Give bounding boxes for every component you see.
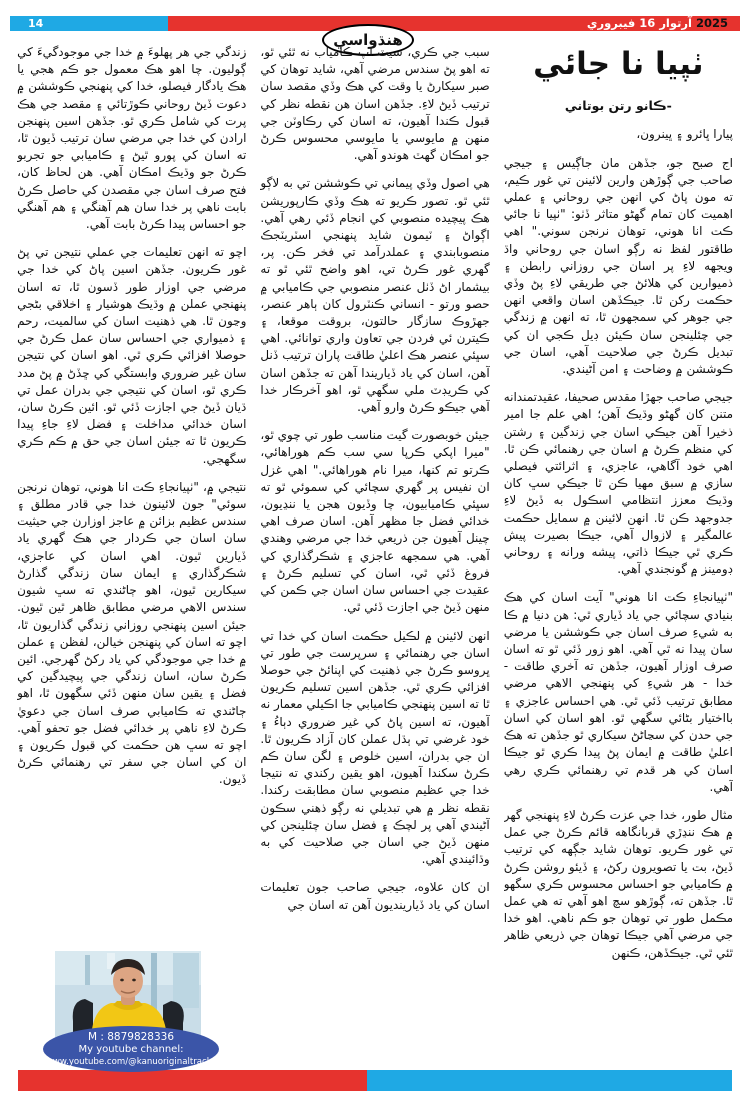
youtube-channel-label: My youtube channel:: [78, 1043, 184, 1055]
issue-year: 2025: [695, 16, 728, 30]
header-red-segment: [168, 16, 740, 31]
footer-bar: [0, 1070, 750, 1091]
article-byline: -ڪانو رتن بوتاني: [564, 98, 672, 114]
youtube-channel-url[interactable]: www.youtube.com/@kanuoriginaltracks: [45, 1056, 217, 1067]
footer-blue-segment: [367, 1070, 732, 1091]
article-headline: ٺپيا نا جائي: [533, 46, 704, 82]
issue-date-text: آرتوار 16 فيبروري: [586, 16, 692, 30]
paragraph: هي اصول وڏي پيماني تي ڪوششن تي به لاڳو ٿئي ٿو. تصور ڪريو ته هڪ وڏي ڪارپوريشن هڪ پيچيده منصوبي کي انجام ڏئي رهي آهي. اڳواڻ ۽ ٽيمون شايد پنهنجي اسٽريٽجڪ منصوبابندي ۽ عملدرآمد تي فخر ڪن. پر، گهري غور ڪرڻ تي، اهو واضح ٿئي ٿو ته بيشمار اڻ ڏٺل عنصر منصوبي جي ڪاميابي ۾ حصو ورتو - انساني ڪنٽرول کان ٻاهر عنصر، جهڙوڪ سازگار حالتون، بروقت موقعا، ۽ ڪيترن ئي فردن جي تعاون واري توانائي. اهي سڀئي عنصر هڪ اعليٰ طاقت پاران ترتيب ڏنل آهن، اسان کي ياد ڏياريندا آهن ته جڏهن اسان کي ڪريڊٽ ملي سگهي ٿو، اهو آخرڪار خدا آهي جيڪو ڪرڻ وارو آهي.: [260, 176, 490, 415]
paragraph: مثال طور، خدا جي عزت ڪرڻ لاءِ پنهنجي گهر ۾ هڪ ننڍڙي قربانگاهه قائم ڪرڻ جي عمل تي غور ڪريو. توهان شايد جڳهه کي ترتيب ڏيڻ، بت يا تصويرون رکڻ، ۽ ڏيئو روشن ڪرڻ ۾ ڪاميابي جو احساس محسوس ڪري سگهو ٿا. جڏهن ته، ڳوڙهو سچ اهو آهي ته هي عمل مڪمل طور تي توهان جو ڪم ناهي. اهو خدا جي مرضي آهي جيڪا توهان جي ذريعي ظاهر ٿئي ٿي. جيڪڏهن، ڪنهن: [503, 807, 733, 960]
paragraph: زندگي جي هر پهلوءَ ۾ خدا جي موجودگيءَ کي ڳوليون. چا اهو هڪ معمول جو ڪم هجي يا هڪ يادگار فيصلو، خدا کي پنهنجي ڪوششن ۾ دعوت ڏيڻ روحاني ڪوڙتائي ۽ مقصد جي هڪ پرت کي شامل ڪري ٿو. جڏهن اسين پنهنجن ارادن کي خدا جي مرضي سان ترتيب ڏيون ٿا، ته اسان کي پورو ٿيڻ ۽ ڪاميابي جو تجربو ڪرڻ جو وڌيڪ امڪان آهي. هن لحاظ کان، فتح صرف اسان جي مقصدن کي حاصل ڪرڻ بابت ناهي پر خدا سان هم آهنگي ۽ هم آهنگي جو احساس پيدا ڪرڻ بابت آهي.: [17, 45, 247, 232]
paragraph: "ٺپيانجاءِ ڪت انا هوني" آيت اسان کي هڪ بنيادي سچائي جي ياد ڏياري ٿي: هن دنيا ۾ ڪا به شيءِ صرف اسان جي ڪوششن يا مرضي سان پيدا نه ٿي آهي. اهو زور ڏئي ٿو ته اسان صرف اوزار آهيون، جڏهن ته آخري طاقت - خدا - هر شيءِ کي پنهنجي الاهي مرضي مطابق ترتيب ڏئي ٿي. هي احساس عاجزي ۽ بااختيار بڻائي سگهي ٿو. اهو اسان کي اسان جي حدن کي سڃاڻڻ سيکاري ٿو جڏهن ته هڪ اعليٰ طاقت ۾ ايمان پڻ پيدا ڪري ٿو جيڪا اسان کي هر قدم تي رهنمائي ڪري رهي آهي.: [503, 590, 733, 794]
article-columns: [17, 44, 733, 1066]
paragraph: جيجي صاحب جهڙا مقدس صحيفا، عقيدتمندانه متنن کان گهڻو وڌيڪ آهن؛ اهي علم جا امير ذخيرا آهن جيڪي اسان جي زندگين ۽ رشتن کي منظم ڪرڻ ۾ اسان جي رهنمائي ڪن ٿا. اهي خود آگاهي، عاجزي، ۽ اثرائتي فيصلي سازي ۾ سبق مهيا ڪن ٿا جيڪي سڀ کان وڌيڪ معزز انتظامي اسڪول به ڏيڻ لاءِ جدوجهد ڪن ٿا. انهن لائينن ۾ سمايل حڪمت عالمگير ۽ لازوال آهي، جيڪا بصيرت پيش ڪري ٿي جيڪا ذاتي، پيشه ورانه ۽ روحاني ڊومينز ۾ گونجندي آهي.: [503, 390, 733, 577]
mobile-number: M : 8879828336: [87, 1030, 175, 1043]
header-blue-segment: [10, 16, 168, 31]
column-middle: [260, 44, 489, 1066]
paragraph: جيئن خوبصورت گيت مناسب طور تي چوي ٿو، "ميرا اپکي ڪرپا سي سب ڪم هوراهائي، ڪرتو تم کنها، ميرا نام هوراهائي." اهي غزل ان نفيس پر گهري سچائي کي سموئي ٿو ته سڀئي ڪاميابيون، چا وڏيون هجن يا ننڍيون، خدائي فضل جا مظهر آهن. اسان صرف اهي چينل آهيون جن ذريعي خدا جي مرضي وهندي آهي. هي سمجهه عاجزي ۽ شڪرگذاري کي فروغ ڏئي ٿي، اسان کي تسليم ڪرڻ ۽ عقيدت جي احساس سان اسان جي ڪمن کي منهن ڏيڻ جي اجازت ڏئي ٿي.: [260, 428, 490, 615]
paragraph: اچو ته انهن تعليمات جي عملي نتيجن تي پڻ غور ڪريون. جڏهن اسين پاڻ کي خدا جي مرضي جي اوزار طور ڏسون ٿا، ته اسان پنهنجي عملن ۾ وڌيڪ هوشيار ۽ اخلاقي بڻجي وڃون ٿا. هي ذهنيت اسان کي سالميت، رحم ۽ ذميواري جي احساس سان عمل ڪرڻ جي حوصلا افزائي ڪري ٿي. اهو اسان کي نتيجن سان غير ضروري وابستگي کي ڇڏڻ ۾ پڻ مدد ڪري ٿو، اسان کي نتيجي جي بدران عمل تي ڌيان ڏيڻ جي اجازت ڏئي ٿو. ائين ڪرڻ سان، اسان خدائي مداخلت ۽ فضل لاءِ جاءِ پيدا ڪريون ٿا ته جيئن اسان جي حق ۾ ڪم ڪري سگهجي.: [17, 245, 247, 466]
paragraph: اج صبح جو، جڏهن مان جاڳيس ۽ جيجي صاحب جي ڳوڙهن وارين لائينن تي غور ڪيم، ته مون پاڻ کي انهن جي روحاني ۽ عملي اهميت کان تمام گهڻو متاثر ڏٺو: "ٺپيا نا جائي ڪت انا هوني، توهان نرنجن سوني." اهي طاقتور لفظ نه رڳو اسان جي روحاني واڌ ويجهه لاءِ پر اسان جي روزاني رابطن ۽ ذميوارين کي هلائڻ جي طريقي لاءِ پڻ وڏي حڪمت رکن ٿا. جيڪڏهن اسان واقعي انهن جي جوهر کي سمجهون ٿا، ته انهن ۾ زندگي جي چئلينجن سان ڪيئن ڊيل ڪجي ان کي تبديل ڪرڻ جي صلاحيت آهي، اسان جي ڪوششن ۾ وضاحت ۽ امن آڻيندي.: [503, 155, 733, 377]
page-number: 14: [28, 17, 44, 30]
paragraph: ان کان علاوه، جيجي صاحب جون تعليمات اسان کي ياد ڏياريندیون آهن ته اسان جي: [260, 880, 490, 912]
masthead-title: هنڌواسي: [333, 31, 403, 49]
youtube-contact-badge: [43, 1026, 219, 1072]
paragraph: سبب جي ڪري، سيٽ اپ ڪامياب نه ٿئي ٿو، ته اهو پڻ سندس مرضي آهي، شايد توهان کي صبر سيکارڻ يا وقت کي هڪ وڏي مقصد سان ترتيب ڏيڻ لاءِ. جڏهن اسان هن نقطه نظر کي قبول ڪندا آهيون، ته اسان کي رڪاوٽن جي منهن ۾ مايوسي يا مايوسي محسوس ڪرڻ جو امڪان گهٽ هوندو آهي.: [260, 45, 490, 163]
footer-red-segment: [18, 1070, 367, 1091]
header-bar: [0, 16, 750, 49]
column-left: [17, 44, 246, 1066]
column-right: [504, 44, 733, 1066]
issue-date: [587, 16, 728, 31]
paragraph: انهن لائينن ۾ لڪيل حڪمت اسان کي خدا تي اسان جي رهنمائي ۽ سرپرست جي طور تي ڀروسو ڪرڻ جي ذهنيت کي اپنائڻ جي حوصلا افزائي ڪري ٿي. جڏهن اسين تسليم ڪريون ٿا ته اسين پنهنجي ڪاميابي جا اڪيلي معمار نه آهيون، ته اسين پاڻ کي غير ضروري دٻاءُ ۽ خود غرضي تي ٻڌل عملن کان آزاد ڪريون ٿا. ان جي بدران، اسين خلوص ۽ لگن سان ڪم ڪرڻ سکندا آهيون، اهو يقين رکندي ته نتيجا خدا جي عظيم منصوبي سان مطابقت رکندا. نقطه نظر ۾ هي تبديلي نه رڳو ذهني سڪون آڻيندي آهي پر لچڪ ۽ فضل سان چئلينجن کي منهن ڏيڻ جي اسان جي صلاحيت کي به وڌائيندي آهي.: [260, 628, 490, 867]
salutation: پيارا ڀائرو ۽ ڀينرون،: [636, 127, 733, 142]
paragraph: نتيجي ۾، "ٺپيانجاءِ ڪت انا هوني، توهان نرنجن سوئي" جون لائينون خدا جي قادر مطلق ۽ سندس عظيم بزائن ۾ عاجز اوزارن جي حيثيت سان اسان جي ڪردار جي هڪ گهري ياد ڏيارين ٿيون. اهي اسان کي عاجزي، شڪرگذاري ۽ ايمان سان زندگي گذارڻ سيکارين ٿيون، اهو ڄاڻندي ته سڀ شيون سندس الاهي مرضي مطابق ظاهر ٿين ٿيون. جيئن اسين پنهنجي روزاني زندگي گذاريون ٿا، اچو ته اسان کي پنهنجن خيالن، لفظن ۽ عملن ۾ خدا جي موجودگي کي ياد رکڻ گهرجي. ائين ڪرڻ سان، اسان زندگي جي پيچيدگين کي فضل ۽ يقين سان منهن ڏئي سگهون ٿا، اهو ڄاڻندي ته ڪاميابي صرف اسان جي دعويٰ ڪرڻ لاءِ ناهي پر خدائي فضل جو تحفو آهي. اچو ته سڀ هن حڪمت کي قبول ڪريون ۽ ان کي اسان جي سفر تي رهنمائي ڪرڻ ڏيون.: [17, 479, 247, 787]
